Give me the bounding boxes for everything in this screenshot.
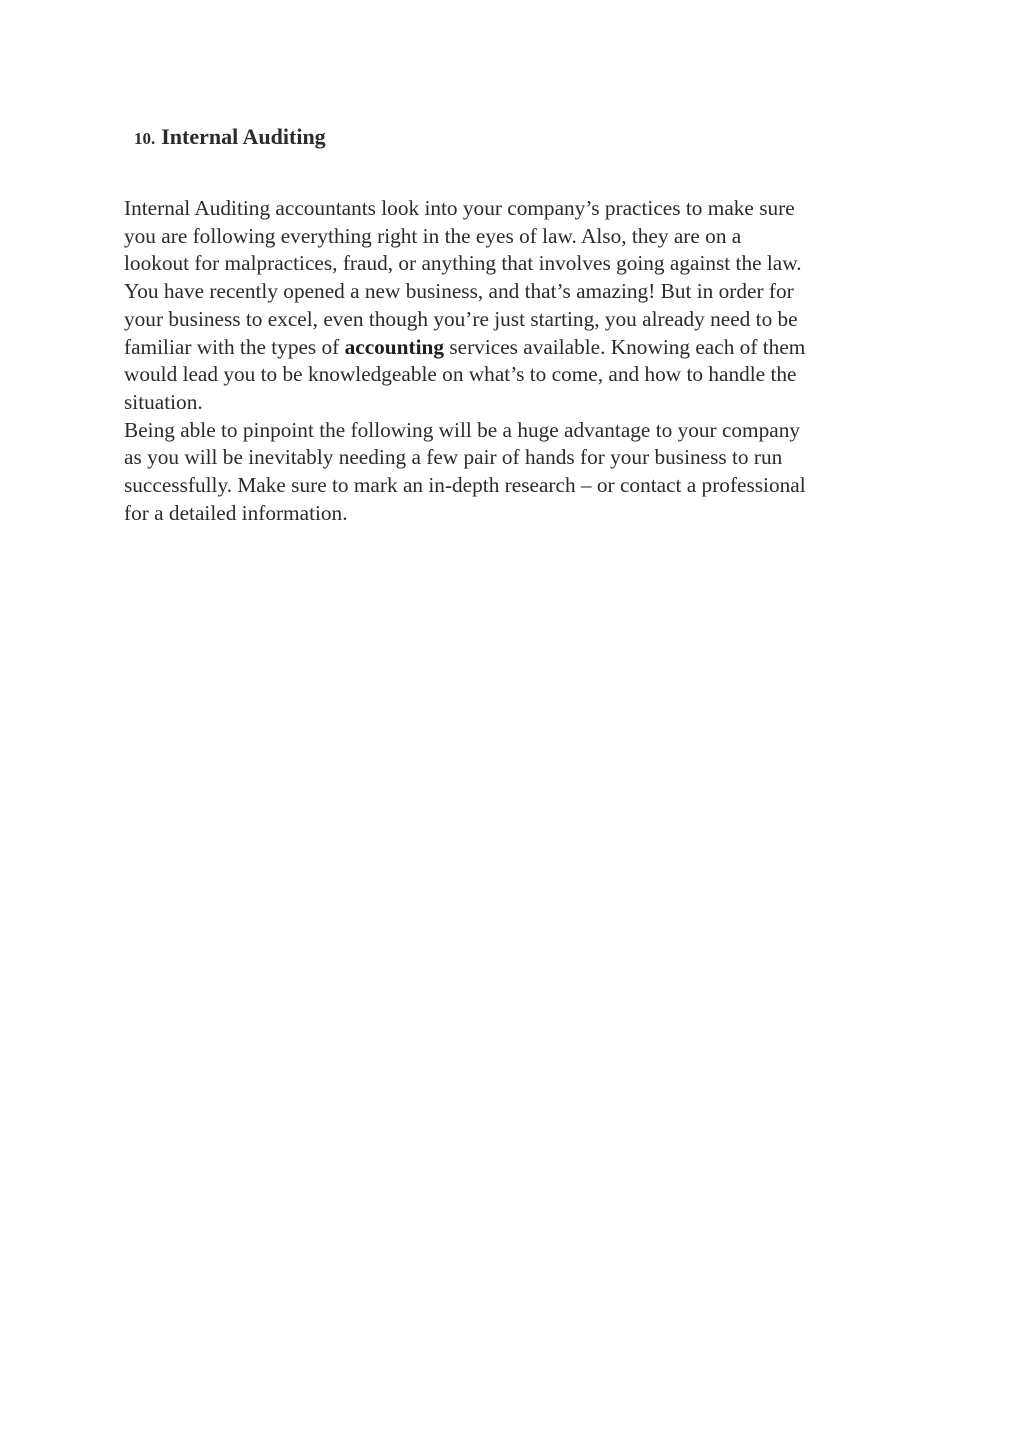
section-number: 10. [134, 129, 156, 148]
text-line: Being able to pinpoint the following will be a huge advantage to your company [124, 417, 801, 442]
bold-keyword: accounting [344, 334, 445, 359]
text-line: would lead you to be knowledgeable on what’s to come, and how to handle the [124, 362, 797, 387]
text-line: You have recently opened a new business, and that’s amazing! But in order for [124, 279, 794, 304]
body-text [124, 195, 914, 527]
text-line [124, 334, 914, 362]
text-line: situation. [124, 389, 203, 414]
section-title: Internal Auditing [161, 124, 326, 149]
section-heading [134, 124, 326, 151]
text-segment: familiar with the types of [124, 334, 345, 359]
text-line: for a detailed information. [124, 500, 348, 525]
text-segment: services available. Knowing each of them [444, 334, 806, 359]
text-line: lookout for malpractices, fraud, or anything that involves going against the law. [124, 251, 802, 276]
text-line: your business to excel, even though you’re just starting, you already need to be [124, 306, 798, 331]
text-line: you are following everything right in the eyes of law. Also, they are on a [124, 223, 742, 248]
text-line: as you will be inevitably needing a few pair of hands for your business to run [124, 445, 783, 470]
text-line: Internal Auditing accountants look into your company’s practices to make sure [124, 196, 795, 220]
text-line: successfully. Make sure to mark an in-depth research – or contact a professional [124, 473, 806, 498]
